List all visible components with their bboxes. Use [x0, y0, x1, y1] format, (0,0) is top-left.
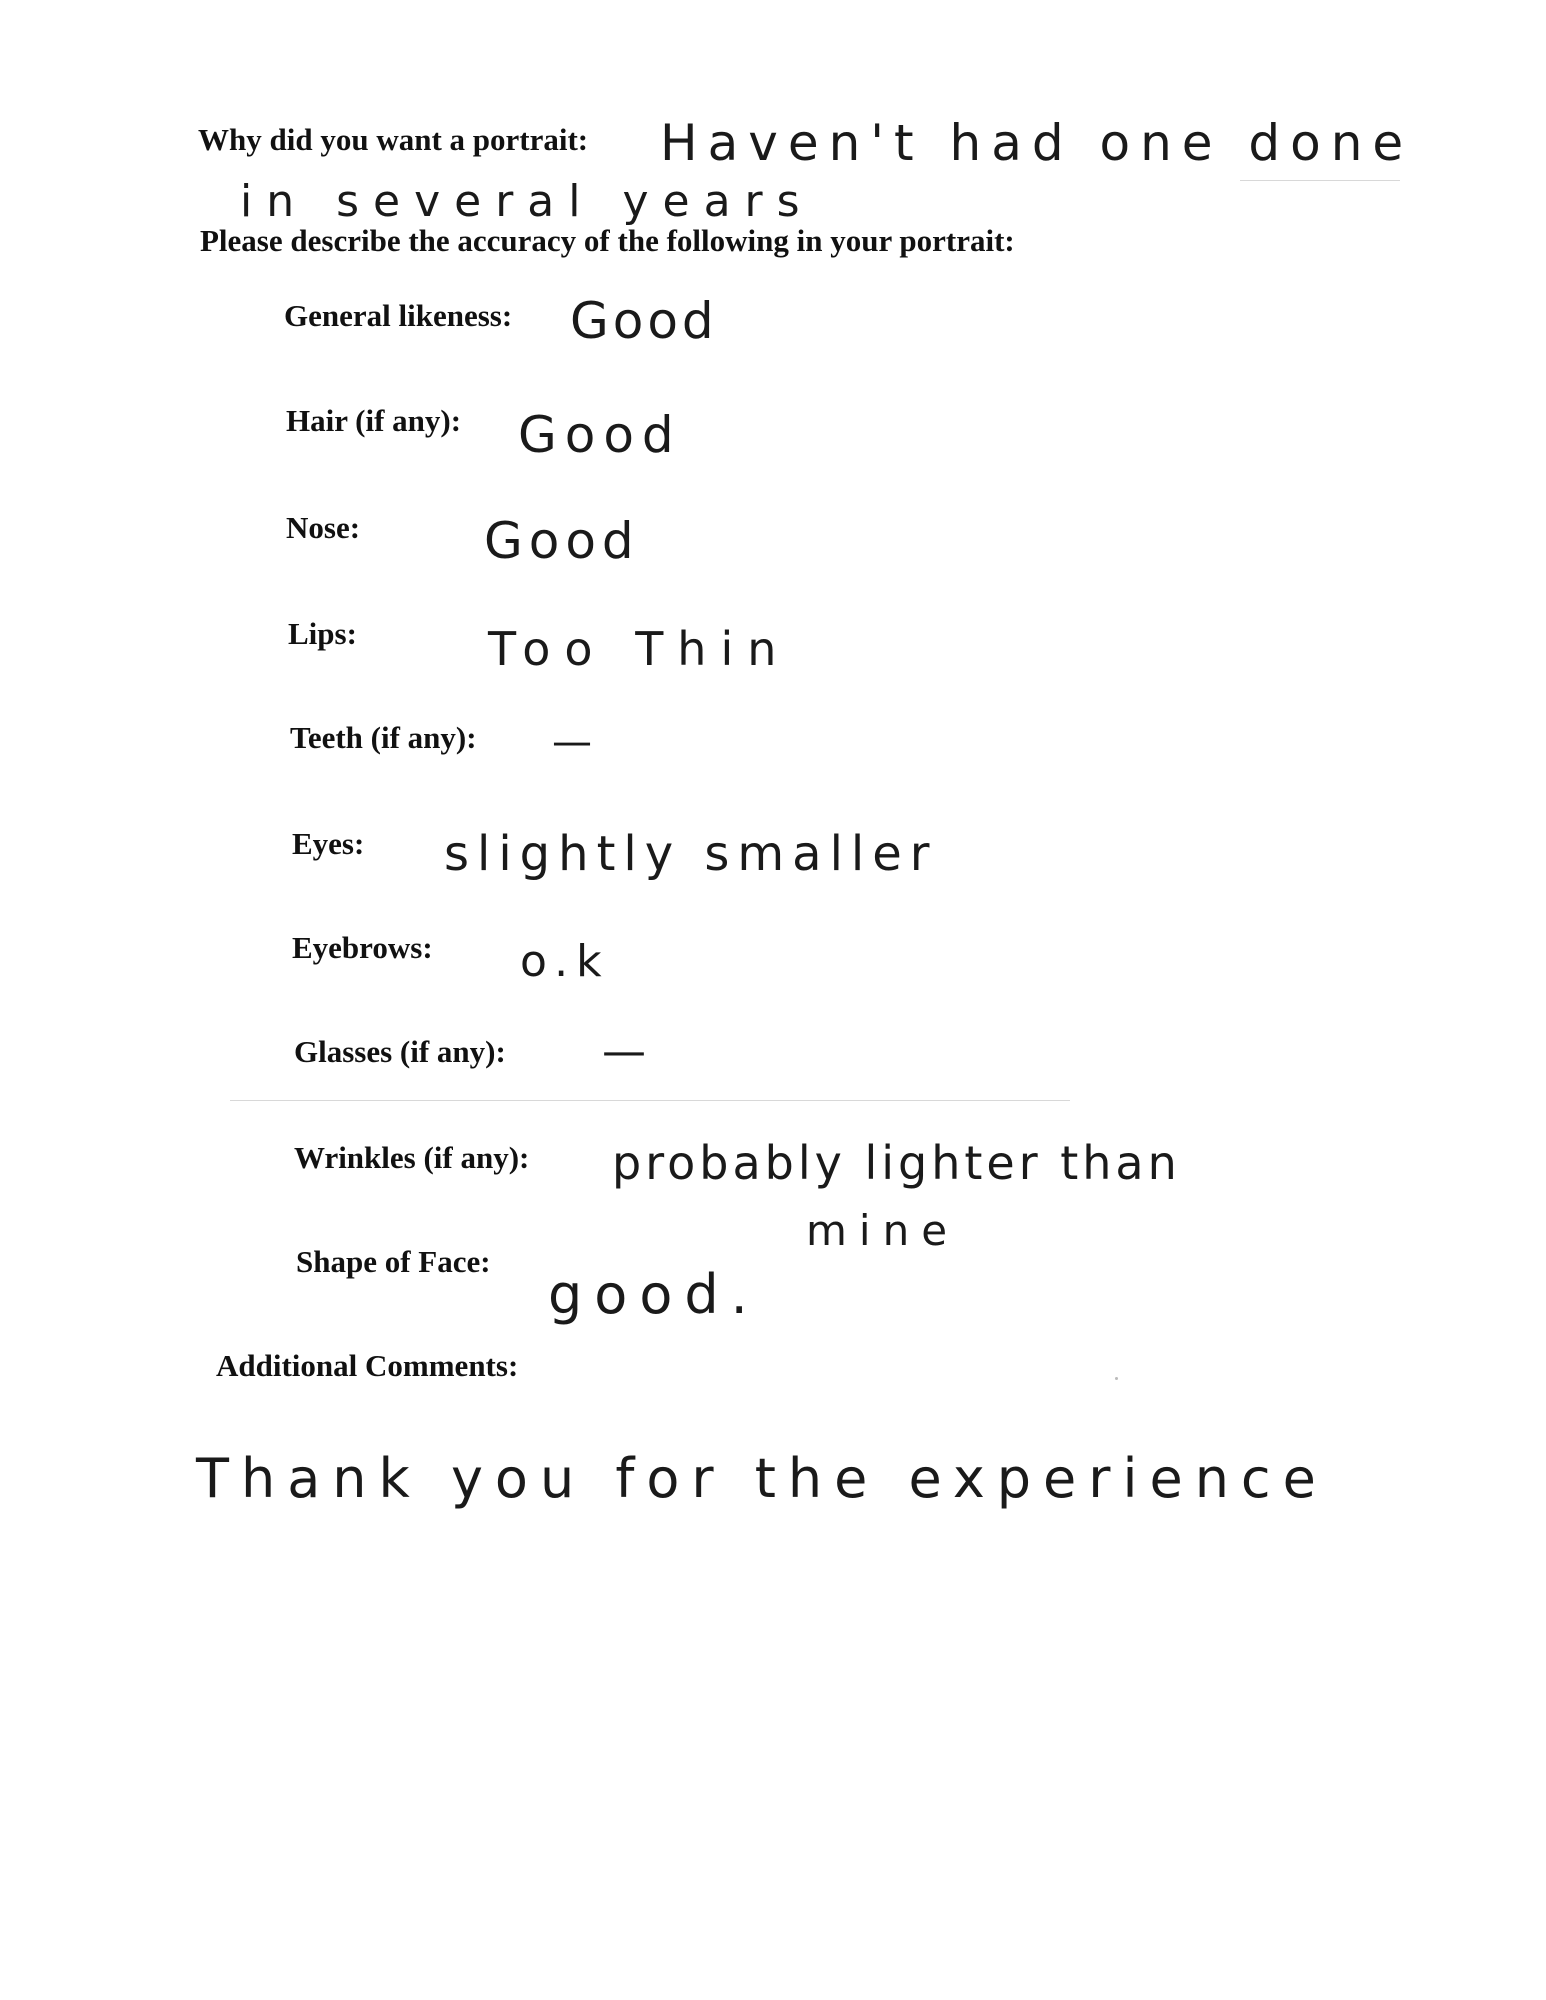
glasses-label: Glasses (if any): [294, 1034, 506, 1069]
glasses-answer: — [602, 1026, 652, 1077]
wrinkles-label: Wrinkles (if any): [294, 1140, 530, 1175]
shape-of-face-label: Shape of Face: [296, 1244, 491, 1279]
nose-label: Nose: [286, 510, 361, 545]
lips-answer: Too Thin [488, 622, 791, 676]
eyebrows-label: Eyebrows: [292, 930, 433, 965]
why-portrait-rule [1240, 180, 1400, 181]
teeth-label: Teeth (if any): [290, 720, 477, 755]
why-portrait-answer-line2: in several years [240, 176, 814, 227]
section-divider-rule [230, 1100, 1070, 1101]
lips-label: Lips: [288, 616, 357, 651]
teeth-answer: — [552, 719, 598, 765]
general-likeness-label: General likeness: [284, 298, 513, 333]
nose-answer: Good [484, 512, 640, 570]
hair-label: Hair (if any): [286, 403, 462, 438]
eyes-answer: slightly smaller [444, 826, 938, 882]
eyes-label: Eyes: [292, 826, 365, 861]
wrinkles-answer-line1: probably lighter than [612, 1136, 1181, 1190]
wrinkles-answer-line2: mine [806, 1206, 960, 1255]
additional-comments-label: Additional Comments: [216, 1348, 519, 1383]
shape-of-face-answer: good. [548, 1263, 760, 1326]
general-likeness-answer: Good [570, 292, 718, 350]
why-portrait-label: Why did you want a portrait: [198, 122, 589, 157]
why-portrait-answer-line1: Haven't had one done [660, 114, 1414, 172]
accuracy-heading: Please describe the accuracy of the following in your portrait: [200, 223, 1015, 258]
additional-comments-answer: Thank you for the experience [196, 1447, 1328, 1510]
hair-answer: Good [518, 406, 682, 464]
scan-speck [1115, 1377, 1118, 1380]
eyebrows-answer: o.k [520, 936, 610, 987]
